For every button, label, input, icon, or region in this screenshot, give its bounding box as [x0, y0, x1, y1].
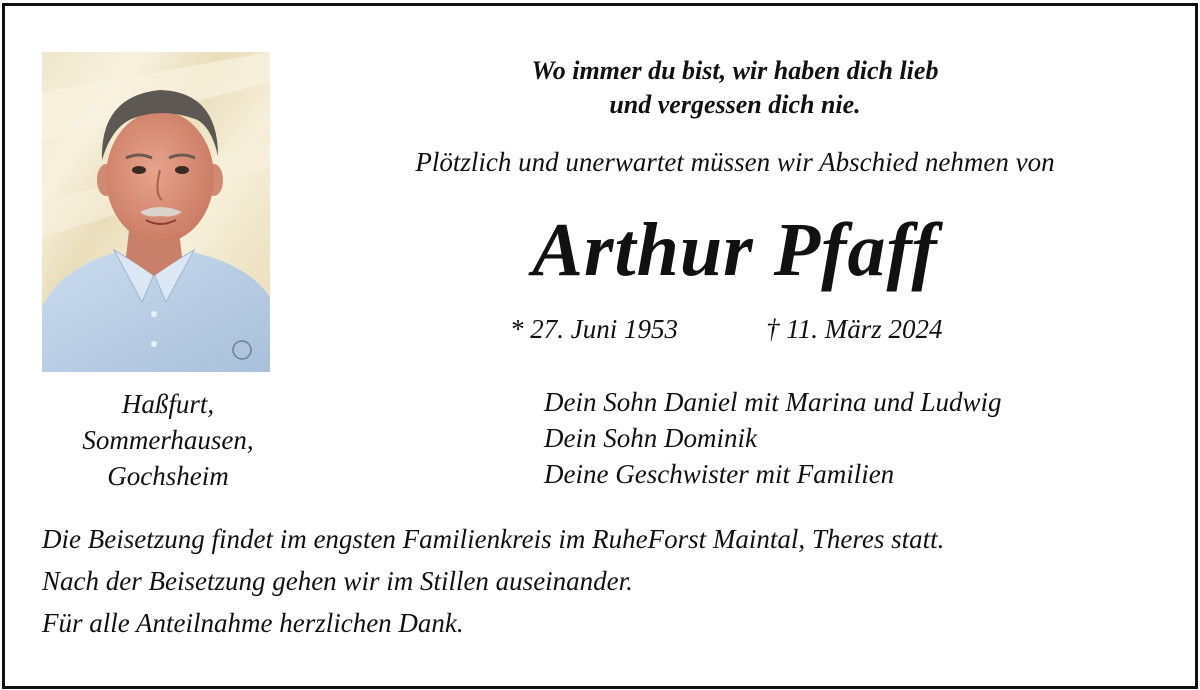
places-list [42, 386, 294, 494]
note-line: Die Beisetzung findet im engsten Familienkreis im RuheForst Maintal, Theres statt. [42, 524, 945, 554]
memorial-motto [330, 54, 1140, 122]
place-item: Sommerhausen, [82, 425, 254, 455]
mourner-item: Dein Sohn Daniel mit Marina und Ludwig [544, 387, 1002, 417]
portrait-photo [42, 52, 270, 372]
mourners-list [544, 384, 1002, 492]
death-date: † 11. März 2024 [766, 314, 943, 344]
note-line: Für alle Anteilnahme herzlichen Dank. [42, 608, 464, 638]
motto-line-2: und vergessen dich nie. [609, 90, 861, 119]
deceased-name: Arthur Pfaff [532, 208, 938, 292]
farewell-intro: Plötzlich und unerwartet müssen wir Abschied nehmen von [415, 147, 1055, 177]
portrait-illustration [42, 52, 270, 372]
birth-date: * 27. Juni 1953 [510, 314, 678, 344]
funeral-notes [42, 518, 1142, 644]
place-item: Haßfurt, [121, 389, 215, 419]
mourner-item: Dein Sohn Dominik [544, 423, 757, 453]
motto-line-1: Wo immer du bist, wir haben dich lieb [531, 56, 939, 85]
mourner-item: Deine Geschwister mit Familien [544, 459, 895, 489]
note-line: Nach der Beisetzung gehen wir im Stillen auseinander. [42, 566, 633, 596]
place-item: Gochsheim [107, 461, 229, 491]
